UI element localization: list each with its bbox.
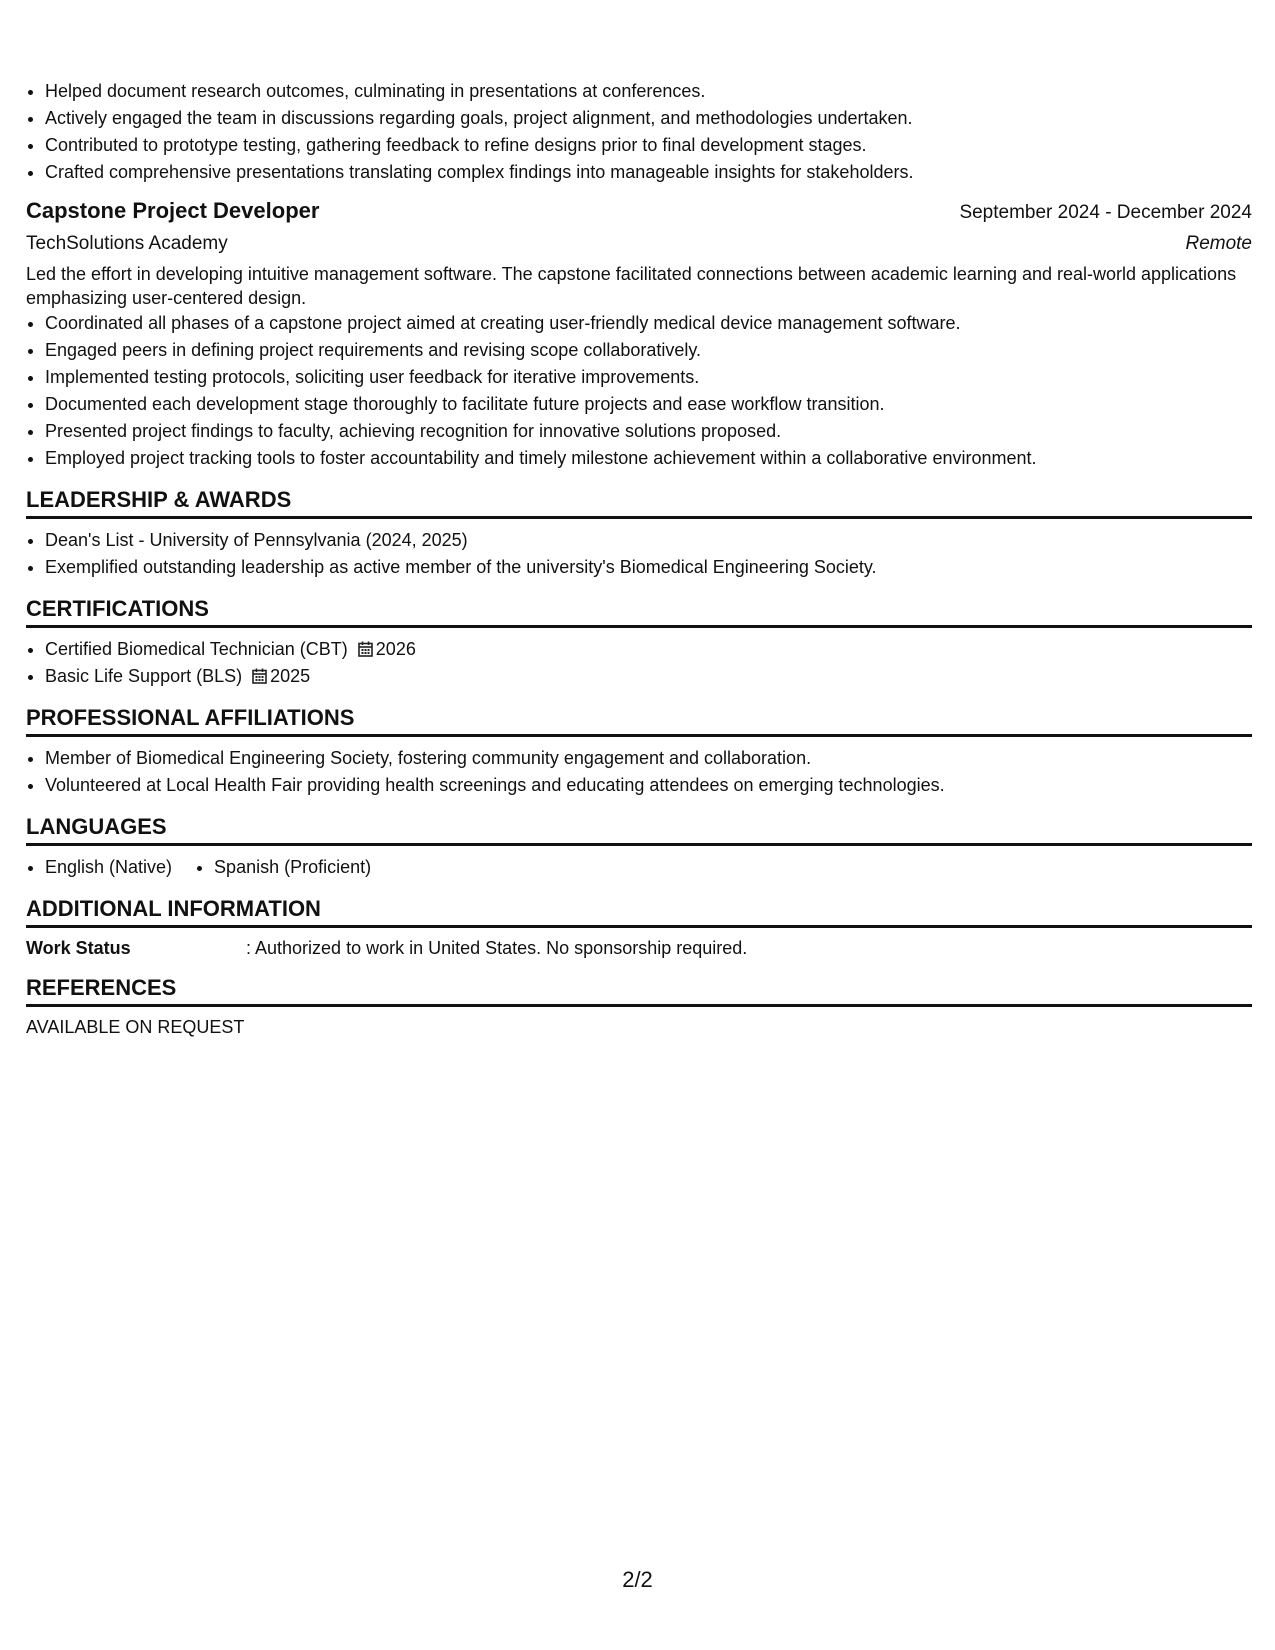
- list-item: [45, 663, 1252, 690]
- languages-row: [26, 854, 413, 881]
- calendar-icon: [252, 668, 267, 684]
- job-entry: [26, 196, 1252, 472]
- job-header: [26, 196, 1252, 228]
- list-item: • Dean's List - University of Pennsylvania (2024, 2025): [45, 527, 1252, 554]
- leadership-section: [26, 486, 1252, 581]
- list-item: • Engaged peers in defining project requirements and revising scope collaboratively.: [45, 337, 1252, 364]
- certifications-section: [26, 595, 1252, 690]
- calendar-icon: [358, 641, 373, 657]
- certification-name: Basic Life Support (BLS): [45, 666, 243, 686]
- work-status-row: [26, 936, 1252, 960]
- list-item: • Implemented testing protocols, soliciting user feedback for iterative improvements.: [45, 364, 1252, 391]
- references-section: [26, 974, 1252, 1039]
- job-subheader: [26, 228, 1252, 260]
- list-item: • Actively engaged the team in discussions regarding goals, project alignment, and methodologies undertaken.: [45, 105, 1252, 132]
- job-bullets: [26, 310, 1252, 472]
- work-status-label: Work Status: [26, 938, 131, 958]
- resume-page: [26, 78, 1252, 1039]
- list-item: • Contributed to prototype testing, gathering feedback to refine designs prior to final development stages.: [45, 132, 1252, 159]
- job-location: Remote: [1185, 233, 1252, 254]
- section-title: LEADERSHIP & AWARDS: [26, 486, 1252, 519]
- job-company: TechSolutions Academy: [26, 233, 228, 254]
- list-item: • Member of Biomedical Engineering Society, fostering community engagement and collaboration.: [45, 745, 1252, 772]
- section-title: CERTIFICATIONS: [26, 595, 1252, 628]
- job-title: Capstone Project Developer: [26, 198, 320, 223]
- list-item: • Exemplified outstanding leadership as active member of the university's Biomedical Engineering Society.: [45, 554, 1252, 581]
- list-item: • Helped document research outcomes, culminating in presentations at conferences.: [45, 78, 1252, 105]
- section-title: REFERENCES: [26, 974, 1252, 1007]
- list-item: • Coordinated all phases of a capstone project aimed at creating user-friendly medical device management software.: [45, 310, 1252, 337]
- work-status-value: : Authorized to work in United States. No sponsorship required.: [246, 938, 748, 958]
- list-item: • Employed project tracking tools to foster accountability and timely milestone achievement within a collaborative environment.: [45, 445, 1252, 472]
- list-item: [45, 636, 1252, 663]
- certification-year: 2026: [375, 639, 416, 659]
- affiliations-section: [26, 704, 1252, 799]
- job-description: Led the effort in developing intuitive management software. The capstone facilitated connections between academic learning and real-world applications emphasizing user-centered design.: [26, 264, 1237, 308]
- list-item: • English (Native): [45, 854, 172, 881]
- list-item: • Presented project findings to faculty, achieving recognition for innovative solutions proposed.: [45, 418, 1252, 445]
- leadership-list: [26, 527, 1252, 581]
- section-title: PROFESSIONAL AFFILIATIONS: [26, 704, 1252, 737]
- list-item: • Volunteered at Local Health Fair providing health screenings and educating attendees on emerging technologies.: [45, 772, 1252, 799]
- list-item: • Crafted comprehensive presentations translating complex findings into manageable insights for stakeholders.: [45, 159, 1252, 186]
- languages-list: [26, 854, 1252, 881]
- list-item: • Spanish (Proficient): [214, 854, 371, 881]
- certifications-list: [26, 636, 1252, 690]
- affiliations-list: [26, 745, 1252, 799]
- list-item: • Documented each development stage thoroughly to facilitate future projects and ease workflow transition.: [45, 391, 1252, 418]
- section-title: ADDITIONAL INFORMATION: [26, 895, 1252, 928]
- certification-year: 2025: [270, 666, 311, 686]
- page-number: 2/2: [622, 1567, 653, 1592]
- additional-info-section: [26, 895, 1252, 960]
- job-dates: September 2024 - December 2024: [959, 202, 1252, 223]
- section-title: LANGUAGES: [26, 813, 1252, 846]
- previous-job-bullets: [26, 78, 1252, 186]
- references-text: AVAILABLE ON REQUEST: [26, 1017, 245, 1037]
- certification-name: Certified Biomedical Technician (CBT): [45, 639, 348, 659]
- languages-section: [26, 813, 1252, 881]
